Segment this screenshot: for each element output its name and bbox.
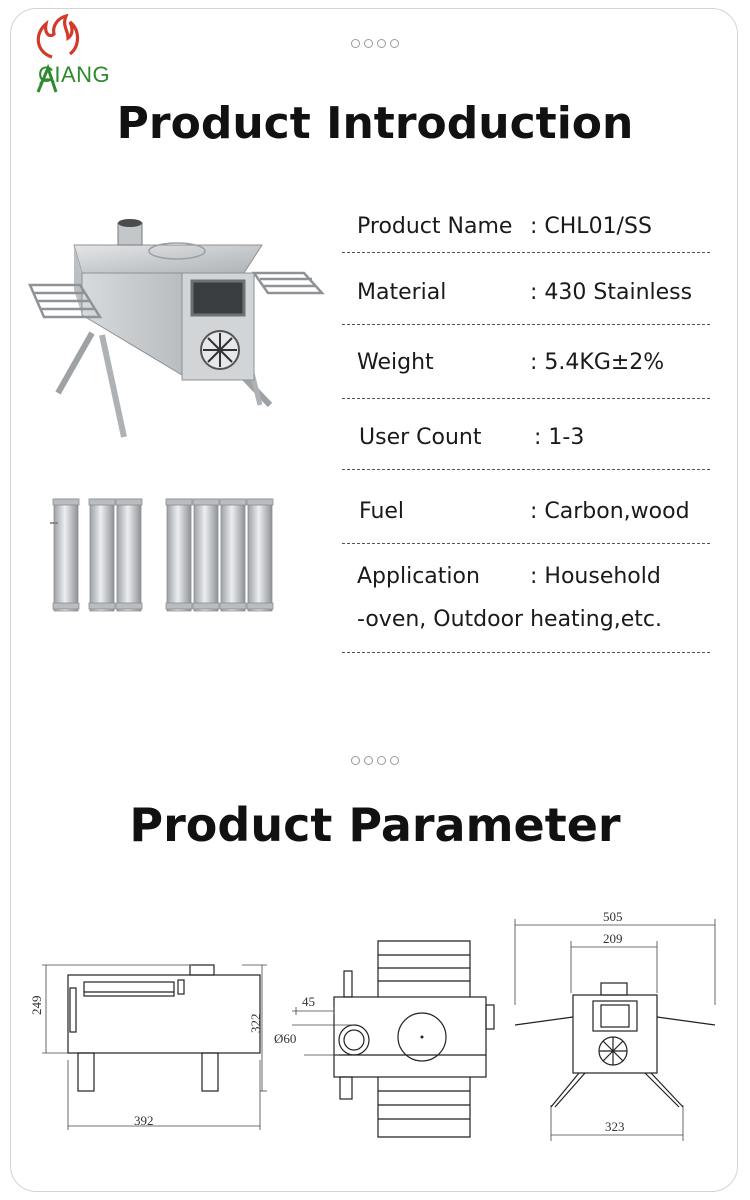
spec-value: : 1-3 [534,425,585,450]
spec-row-weight [342,342,710,399]
dimension-front-overall: 505 [603,909,623,924]
stove-product-image [22,215,328,445]
section-title-parameter: Product Parameter [129,798,621,852]
front-view-drawing [505,905,730,1150]
dimension-front-body: 209 [603,931,623,946]
top-view-drawing [272,935,500,1145]
spec-label: Fuel [359,499,405,524]
spec-row-product-name [342,206,710,253]
spec-label: Material [357,280,447,305]
spec-value: : 430 Stainless [530,280,693,305]
brand-name: CIANG [38,62,111,87]
section-title-introduction: Product Introduction [116,98,634,149]
spec-row-user-count [342,417,710,470]
spec-row-fuel [342,491,710,544]
spec-value: : 5.4KG±2% [530,350,665,375]
side-view-drawing [22,950,272,1140]
section-divider-dots [0,33,750,52]
dimension-top-pipe-diameter: Ø60 [274,1031,297,1046]
spec-value: : CHL01/SS [530,214,652,239]
spec-value-continuation: -oven, Outdoor heating,etc. [357,607,662,632]
spec-row-application [342,556,710,653]
section-divider-dots [0,750,750,769]
spec-row-material [342,272,710,325]
dimension-side-height-b: 322 [248,1013,263,1033]
dimension-front-legs: 323 [605,1119,625,1134]
chimney-pipes-image [50,493,280,615]
dimension-side-height-a: 249 [29,995,44,1015]
spec-value: : Household [530,564,661,589]
spec-label: Application [357,564,480,589]
dimension-side-length: 392 [134,1113,154,1128]
spec-value: : Carbon,wood [530,499,690,524]
spec-label: Weight [357,350,434,375]
spec-label: User Count [359,425,482,450]
dimension-top-offset: 45 [302,994,315,1009]
spec-label: Product Name [357,214,513,239]
